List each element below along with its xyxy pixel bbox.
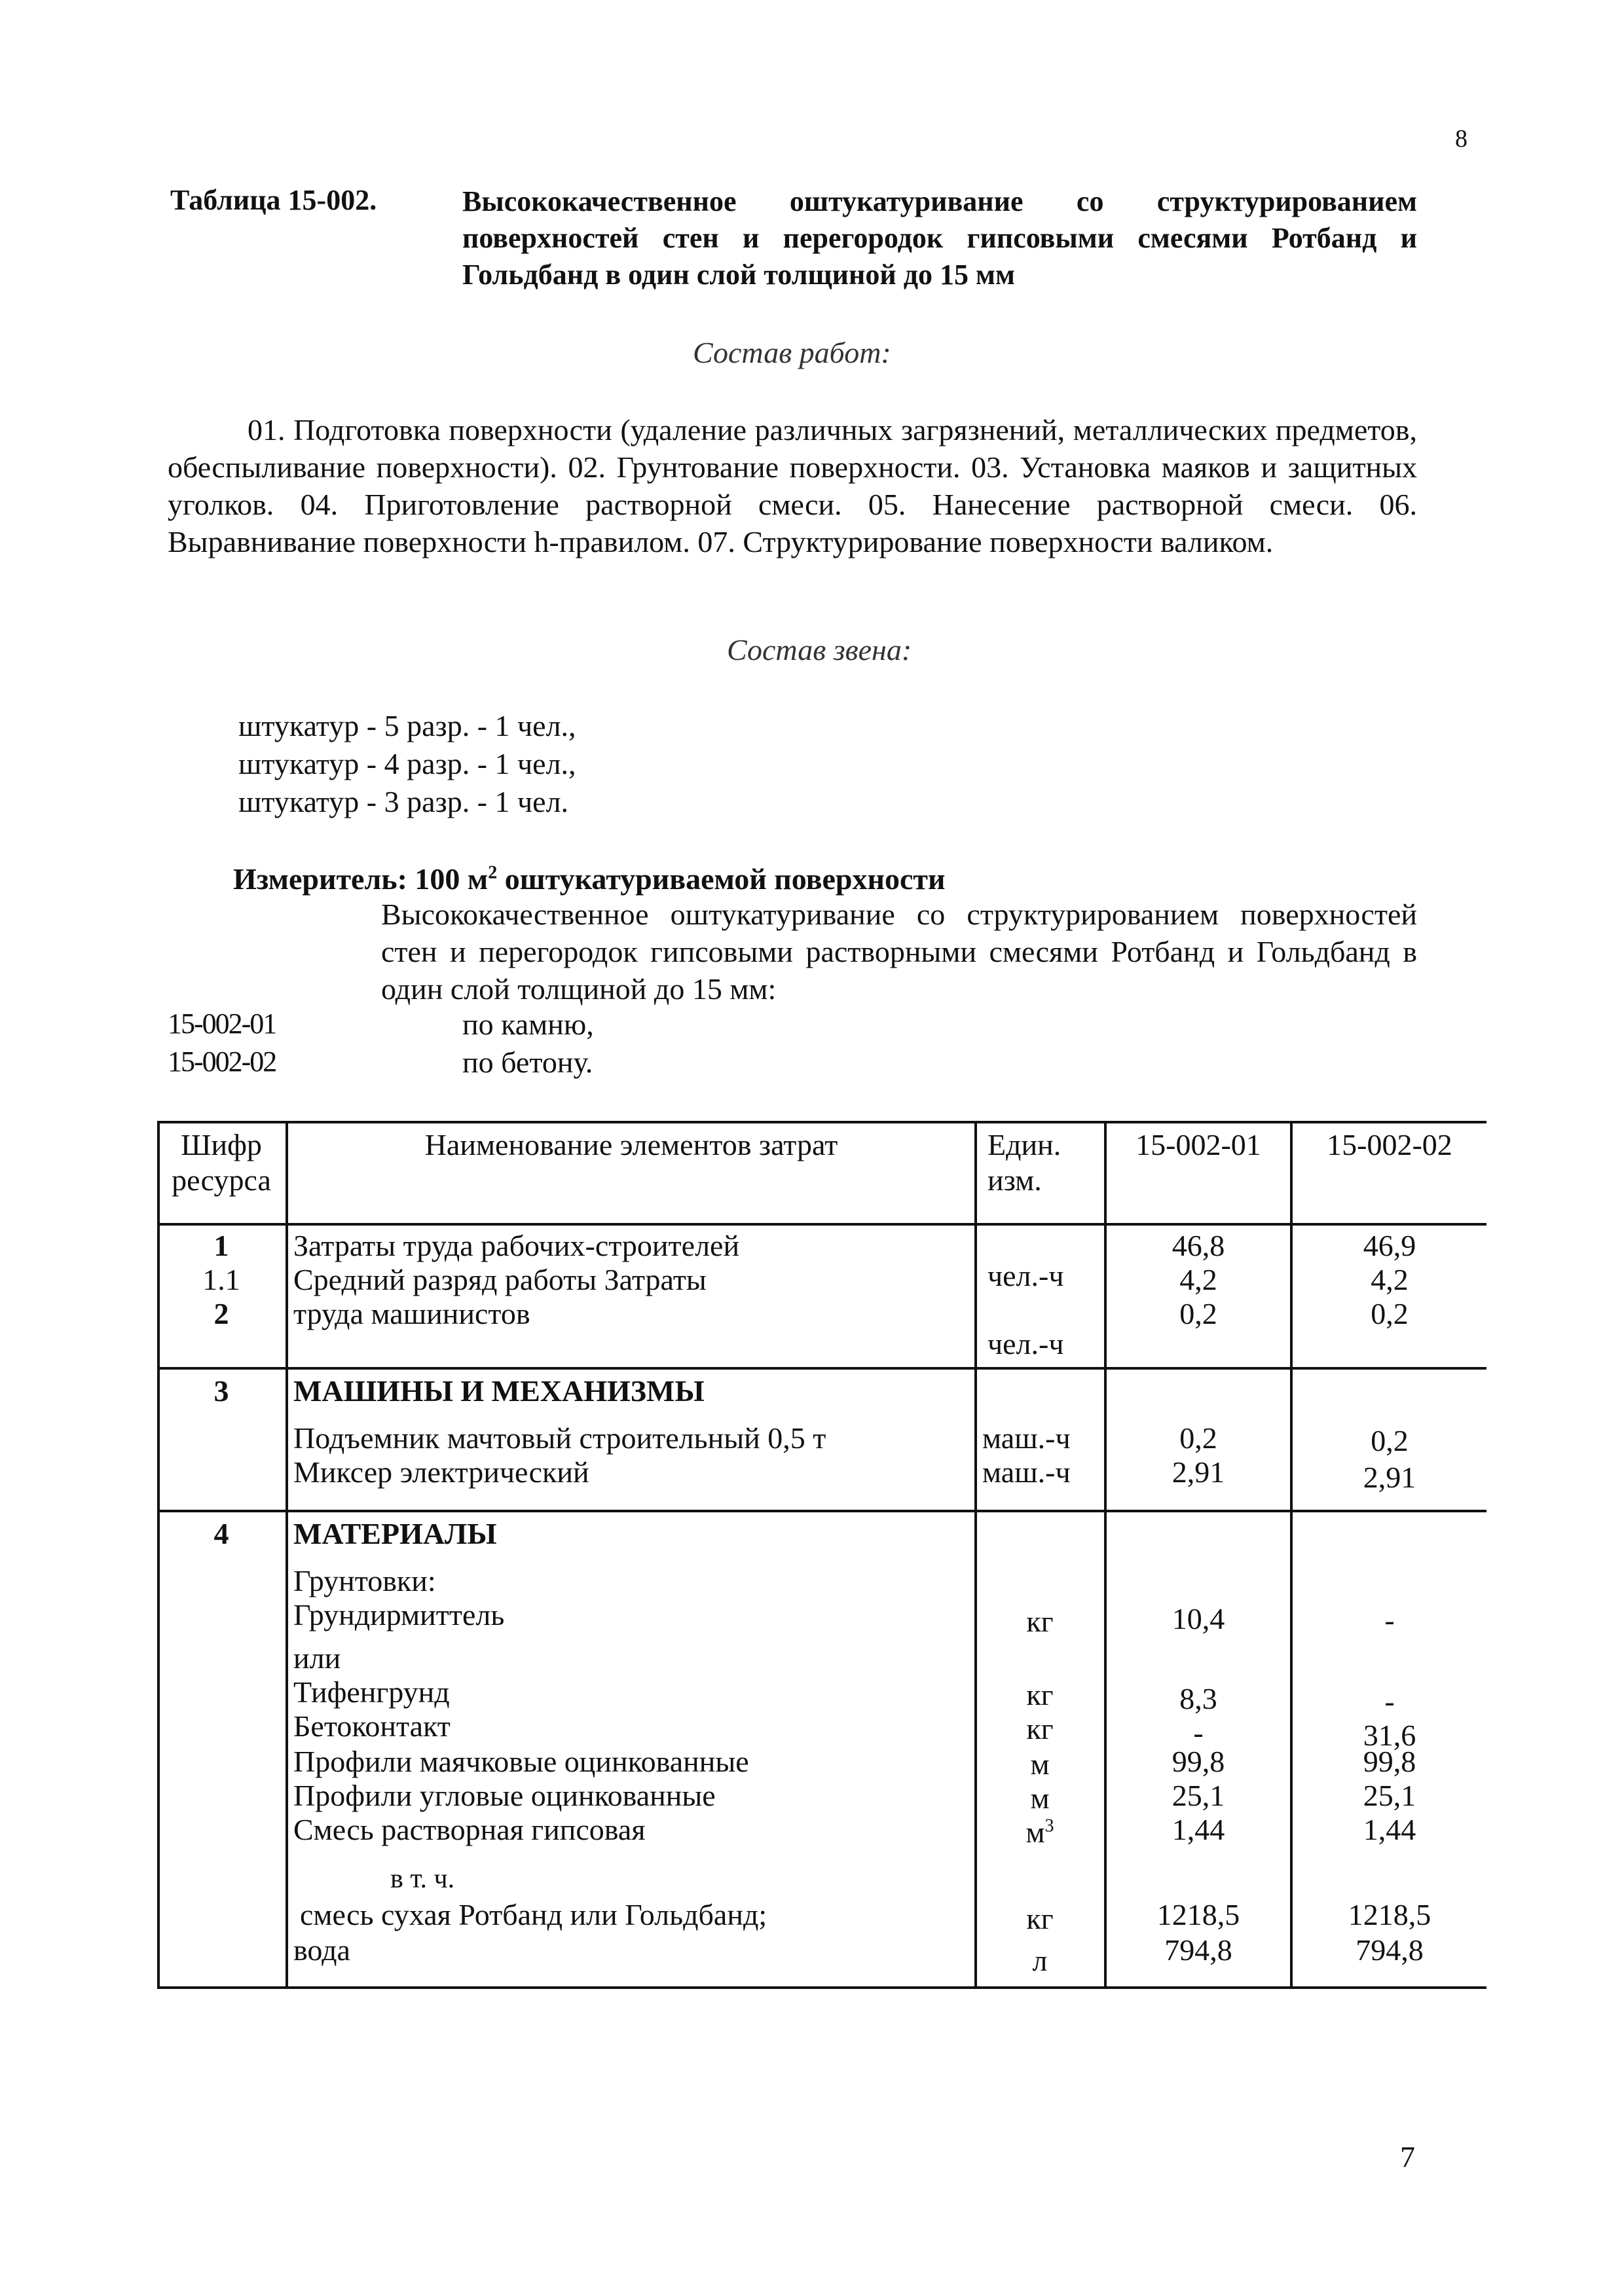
row-unit: чел.-ч [987, 1327, 1064, 1360]
header-col1: 15-002-01 [1135, 1128, 1261, 1161]
cell-col1: 794,8 [1164, 1933, 1232, 1967]
crew-member: штукатур - 3 разр. - 1 чел. [238, 785, 569, 818]
row-name: Профили угловые оцинкованные [293, 1779, 716, 1812]
unit-sup: 3 [1044, 1815, 1054, 1836]
cell-col1: 0,2 [1179, 1297, 1217, 1330]
row-name: Грунтовки: [293, 1564, 436, 1597]
works-heading: Состав работ: [693, 336, 891, 369]
row-name: Бетоконтакт [293, 1709, 451, 1743]
row-unit: кг [1026, 1605, 1054, 1638]
variant-code: 15-002-02 [168, 1046, 276, 1078]
row-name: Грундирмиттель [293, 1598, 505, 1631]
row-name: вода [293, 1933, 350, 1967]
row-name: труда машинистов [293, 1297, 530, 1330]
measure-line [233, 862, 945, 896]
section-heading: МАТЕРИАЛЫ [293, 1517, 497, 1550]
cell-col2: 46,9 [1363, 1229, 1416, 1262]
cell-col2: 31,6 [1363, 1719, 1416, 1752]
cell-col2: - [1384, 1603, 1395, 1637]
row-code: 4 [213, 1517, 229, 1550]
row-unit: кг [1026, 1712, 1054, 1745]
cell-col1: 46,8 [1172, 1229, 1225, 1262]
page-number-bottom: 7 [1400, 2140, 1415, 2174]
cell-col1: 2,91 [1172, 1455, 1225, 1489]
row-unit: чел.-ч [987, 1259, 1064, 1292]
row-name: Профили маячковые оцинкованные [293, 1745, 749, 1778]
cell-col1: 25,1 [1172, 1779, 1225, 1812]
row-name: Затраты труда рабочих-строителей [293, 1229, 740, 1262]
row-unit: м [1030, 1747, 1050, 1781]
row-name: в т. ч. [390, 1864, 455, 1894]
cell-col1: 8,3 [1179, 1682, 1217, 1715]
row-code: 1 [213, 1229, 229, 1262]
measure-label: Измеритель: 100 м [233, 862, 489, 896]
row-unit: л [1032, 1944, 1048, 1977]
row-unit: кг [1026, 1902, 1054, 1935]
row-code: 2 [213, 1297, 229, 1330]
unit-text: м [1025, 1815, 1045, 1849]
row-name: смесь сухая Ротбанд или Гольдбанд; [300, 1898, 767, 1931]
cell-col2: 4,2 [1371, 1263, 1409, 1296]
crew-heading: Состав звена: [727, 633, 912, 666]
header-col2: 15-002-02 [1327, 1128, 1452, 1161]
cell-col2: 794,8 [1356, 1933, 1424, 1967]
row-name: Тифенгрунд [293, 1675, 450, 1709]
page-number-top: 8 [1455, 125, 1467, 153]
cell-col1: 1218,5 [1156, 1898, 1240, 1931]
cell-col2: 99,8 [1363, 1745, 1416, 1778]
cell-col1: 0,2 [1179, 1421, 1217, 1455]
row-name: или [293, 1641, 341, 1675]
measure-rest: оштукатуриваемой поверхности [497, 862, 946, 896]
row-name: Миксер электрический [293, 1455, 589, 1489]
measure-sup: 2 [488, 862, 498, 883]
header-code: ресурса [172, 1163, 271, 1197]
variant-label: по камню, [462, 1008, 594, 1041]
row-code: 3 [213, 1374, 229, 1408]
header-code: Шифр [181, 1128, 262, 1161]
cell-col2: 1,44 [1363, 1813, 1416, 1846]
cell-col2: 2,91 [1363, 1461, 1416, 1494]
cell-col2: 1218,5 [1348, 1898, 1431, 1931]
table-title: Высококачественное оштукатуривание со структурированием поверхностей стен и перегородок гипсовыми смесями Ротбанд и Гольдбанд в один слой толщиной до 15 мм [462, 185, 1417, 291]
header-unit: Един. [987, 1128, 1061, 1161]
row-unit: м [1030, 1781, 1050, 1815]
crew-member: штукатур - 5 разр. - 1 чел., [238, 709, 576, 742]
row-unit: кг [1026, 1678, 1054, 1711]
header-name: Наименование элементов затрат [424, 1128, 838, 1161]
row-name: Подъемник мачтовый строительный 0,5 т [293, 1421, 826, 1455]
variant-code: 15-002-01 [168, 1008, 276, 1040]
row-name: Средний разряд работы Затраты [293, 1263, 707, 1296]
row-unit [976, 1815, 1104, 1850]
section-heading: МАШИНЫ И МЕХАНИЗМЫ [293, 1374, 705, 1408]
cell-col2: 25,1 [1363, 1779, 1416, 1812]
table-label: Таблица 15-002. [170, 184, 377, 216]
cell-col1: - [1193, 1716, 1204, 1749]
cell-col1: 1,44 [1172, 1813, 1225, 1846]
crew-member: штукатур - 4 разр. - 1 чел., [238, 747, 576, 780]
row-unit: маш.-ч [982, 1455, 1071, 1489]
header-unit: изм. [987, 1163, 1042, 1197]
variant-label: по бетону. [462, 1046, 593, 1079]
cell-col2: - [1384, 1685, 1395, 1718]
cell-col1: 4,2 [1179, 1263, 1217, 1296]
row-code: 1.1 [202, 1263, 240, 1296]
works-text: 01. Подготовка поверхности (удаление различных загрязнений, металлических предметов, обеспыливание поверхности). 02. Грунтование поверхности. 03. Установка маяков и защитных уголков. 04. Приготовление растворной смеси. 05. Нанесение растворной смеси. 06. Выравнивание поверхности h-правилом. 07. Структурирование поверхности валиком. [168, 413, 1417, 558]
cell-col2: 0,2 [1371, 1424, 1409, 1457]
cell-col2: 0,2 [1371, 1297, 1409, 1330]
cell-col1: 99,8 [1172, 1745, 1225, 1778]
cell-col1: 10,4 [1172, 1602, 1225, 1635]
row-unit: маш.-ч [982, 1421, 1071, 1455]
row-name: Смесь растворная гипсовая [293, 1813, 646, 1846]
norm-description: Высококачественное оштукатуривание со структурированием поверхностей стен и перегородок гипсовыми растворными смесями Ротбанд и Гольдбанд в один слой толщиной до 15 мм: [381, 898, 1417, 1006]
